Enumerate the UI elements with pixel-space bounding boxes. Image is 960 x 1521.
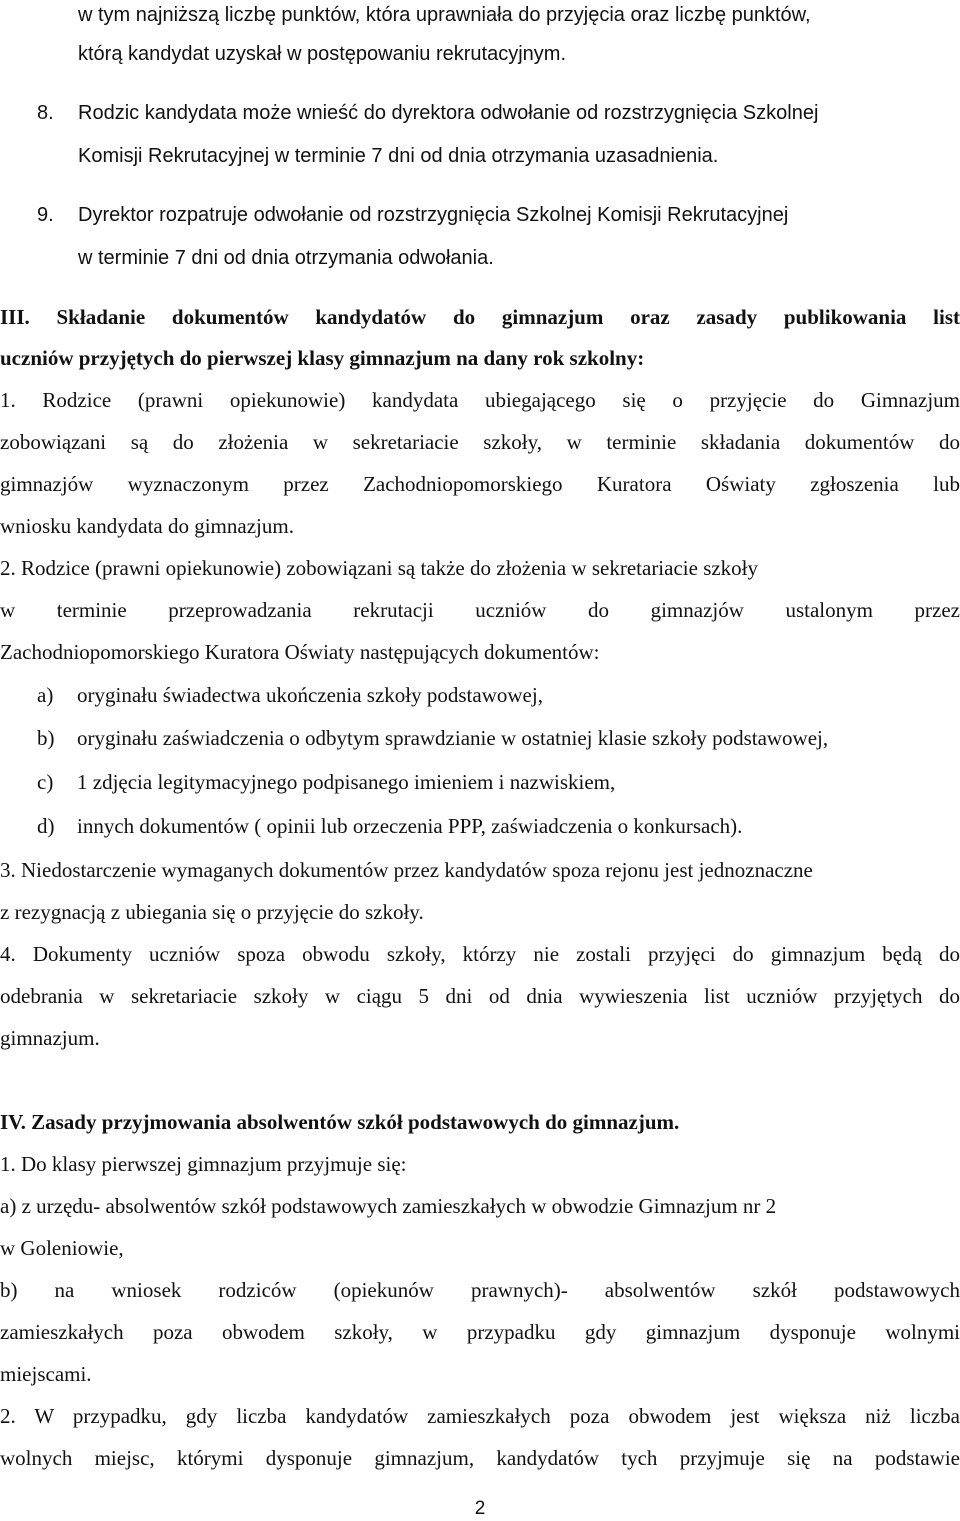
list-text: innych dokumentów ( opinii lub orzeczenia PPP, zaświadczenia o konkursach). (77, 814, 743, 838)
paragraph-line: 1. Rodzice (prawni opiekunowie) kandydata ubiegającego się o przyjęcie do Gimnazjum (0, 388, 960, 412)
paragraph-line: gimnazjów wyznaczonym przez Zachodniopomorskiego Kuratora Oświaty zgłoszenia lub (0, 472, 960, 496)
page-number: 2 (474, 1498, 486, 1519)
paragraph-line: a) z urzędu- absolwentów szkół podstawowych zamieszkałych w obwodzie Gimnazjum nr 2 (0, 1194, 777, 1218)
list-label: b) (37, 726, 55, 750)
paragraph-line: w terminie przeprowadzania rekrutacji uczniów do gimnazjów ustalonym przez (0, 598, 960, 622)
paragraph-line: miejscami. (0, 1362, 92, 1386)
paragraph-line: w tym najniższą liczbę punktów, która uprawniała do przyjęcia oraz liczbę punktów, (78, 4, 811, 26)
paragraph-line: w Goleniowie, (0, 1236, 124, 1260)
list-number: 8. (37, 102, 54, 124)
paragraph-line: 4. Dokumenty uczniów spoza obwodu szkoły, którzy nie zostali przyjęci do gimnazjum będą do (0, 942, 960, 966)
paragraph-line: z rezygnacją z ubiegania się o przyjęcie do szkoły. (0, 900, 424, 924)
paragraph-line: odebrania w sekretariacie szkoły w ciągu 5 dni od dnia wywieszenia list uczniów przyjętych do (0, 984, 960, 1008)
paragraph-line: b) na wniosek rodziców (opiekunów prawnych)- absolwentów szkół podstawowych (0, 1278, 960, 1302)
paragraph-line: wniosku kandydata do gimnazjum. (0, 514, 294, 538)
paragraph-line: 3. Niedostarczenie wymaganych dokumentów przez kandydatów spoza rejonu jest jednoznaczne (0, 858, 813, 882)
paragraph-line: Zachodniopomorskiego Kuratora Oświaty następujących dokumentów: (0, 640, 600, 664)
list-item (37, 816, 742, 837)
list-item (37, 685, 543, 706)
list-label: c) (37, 770, 54, 794)
list-item (37, 728, 828, 749)
list-text: oryginału świadectwa ukończenia szkoły podstawowej, (77, 683, 543, 707)
list-label: d) (37, 814, 55, 838)
list-text: oryginału zaświadczenia o odbytym sprawdzianie w ostatniej klasie szkoły podstawowej, (77, 726, 829, 750)
paragraph-line: gimnazjum. (0, 1026, 100, 1050)
list-number: 9. (37, 204, 54, 226)
list-text: 1 zdjęcia legitymacyjnego podpisanego imieniem i nazwiskiem, (77, 770, 616, 794)
paragraph-line: Rodzic kandydata może wnieść do dyrektora odwołanie od rozstrzygnięcia Szkolnej (78, 102, 819, 124)
paragraph-line: 2. Rodzice (prawni opiekunowie) zobowiązani są także do złożenia w sekretariacie szkoły (0, 556, 759, 580)
paragraph-line: 1. Do klasy pierwszej gimnazjum przyjmuje się: (0, 1152, 407, 1176)
paragraph-line: Komisji Rekrutacyjnej w terminie 7 dni od dnia otrzymania uzasadnienia. (78, 145, 719, 167)
paragraph-line: 2. W przypadku, gdy liczba kandydatów zamieszkałych poza obwodem jest większa niż liczba (0, 1404, 960, 1428)
list-item (37, 772, 615, 793)
section-heading: uczniów przyjętych do pierwszej klasy gimnazjum na dany rok szkolny: (0, 346, 645, 370)
paragraph-line: w terminie 7 dni od dnia otrzymania odwołania. (78, 247, 494, 269)
paragraph-line: zobowiązani są do złożenia w sekretariacie szkoły, w terminie składania dokumentów do (0, 430, 960, 454)
section-heading: IV. Zasady przyjmowania absolwentów szkół podstawowych do gimnazjum. (0, 1110, 680, 1134)
paragraph-line: Dyrektor rozpatruje odwołanie od rozstrzygnięcia Szkolnej Komisji Rekrutacyjnej (78, 204, 789, 226)
paragraph-line: wolnych miejsc, którymi dysponuje gimnazjum, kandydatów tych przyjmuje się na podstawie (0, 1446, 960, 1470)
paragraph-line: którą kandydat uzyskał w postępowaniu rekrutacyjnym. (78, 43, 567, 65)
list-label: a) (37, 683, 54, 707)
section-heading: III. Składanie dokumentów kandydatów do gimnazjum oraz zasady publikowania list (0, 305, 960, 329)
paragraph-line: zamieszkałych poza obwodem szkoły, w przypadku gdy gimnazjum dysponuje wolnymi (0, 1320, 960, 1344)
